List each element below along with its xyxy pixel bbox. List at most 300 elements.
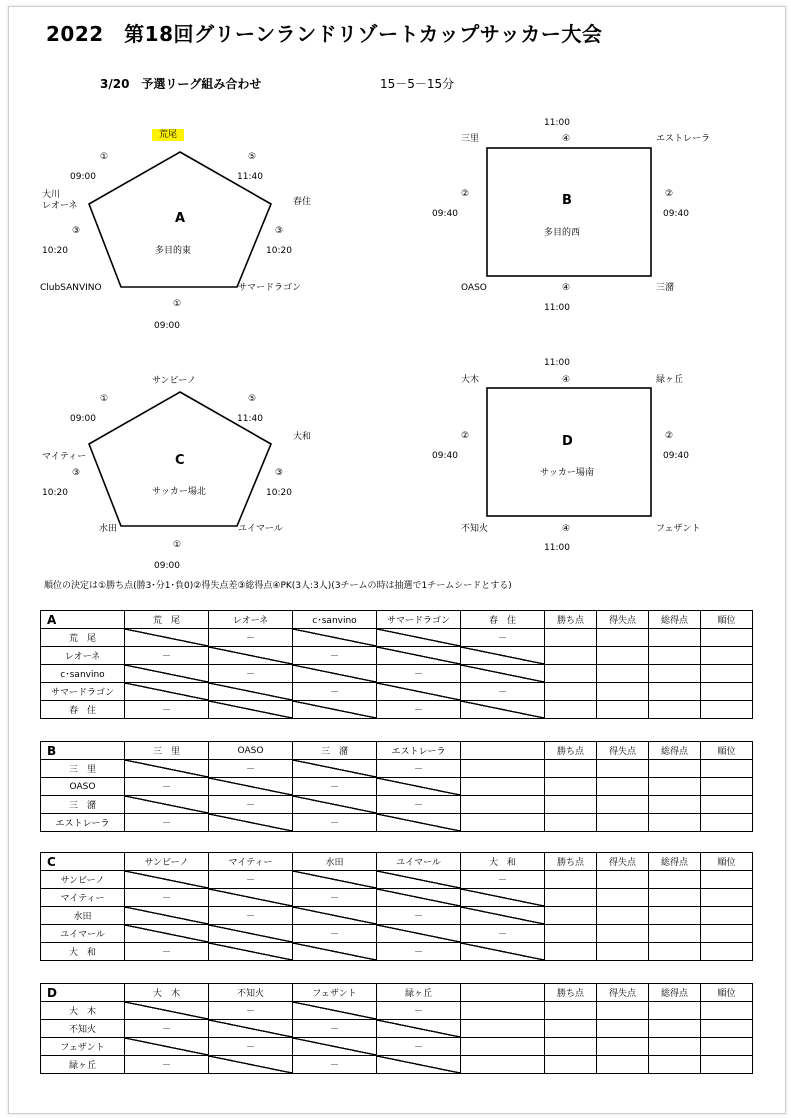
result-cell: － [125, 647, 209, 665]
result-cell: － [125, 1020, 209, 1038]
stat-cell [597, 871, 649, 889]
result-cell: － [209, 629, 293, 647]
column-header-stat: 得失点 [597, 984, 649, 1002]
slashed-cell [293, 871, 377, 889]
table-row [41, 778, 753, 796]
stat-cell [545, 760, 597, 778]
empty-cell [461, 1038, 545, 1056]
stat-cell [649, 1038, 701, 1056]
slashed-cell [125, 760, 209, 778]
empty-cell [461, 1002, 545, 1020]
group-a-letter: A [175, 211, 186, 226]
stat-cell [649, 814, 701, 832]
column-header-team: サマードラゴン [377, 611, 461, 629]
table-row [41, 760, 753, 778]
empty-cell [461, 984, 545, 1002]
result-cell: － [293, 925, 377, 943]
column-header-team: サンビーノ [125, 853, 209, 871]
stat-cell [649, 683, 701, 701]
slashed-cell [293, 629, 377, 647]
group-c-letter: C [175, 453, 185, 468]
group-d-team-top-left: 大木 [461, 375, 480, 385]
stat-cell [649, 1002, 701, 1020]
group-a-match-num: ③ [72, 226, 81, 236]
column-header-stat: 総得点 [649, 853, 701, 871]
stat-cell [597, 647, 649, 665]
stat-cell [545, 907, 597, 925]
table-row [41, 889, 753, 907]
slashed-cell [377, 1020, 461, 1038]
stat-cell [649, 889, 701, 907]
table-row [41, 629, 753, 647]
group-c-team-bottom-left: 水田 [99, 524, 118, 534]
stat-cell [597, 1002, 649, 1020]
group-c-match-num: ③ [275, 468, 284, 478]
slashed-cell [293, 1038, 377, 1056]
group-b-match-time: 09:40 [663, 209, 689, 219]
column-header-team: レオーネ [209, 611, 293, 629]
stat-cell [649, 907, 701, 925]
group-d-match-num: ④ [562, 524, 571, 534]
stat-cell [701, 1020, 753, 1038]
stat-cell [597, 943, 649, 961]
slashed-cell [293, 907, 377, 925]
stat-cell [701, 1056, 753, 1074]
stat-cell [545, 871, 597, 889]
group-a-match-time: 09:00 [154, 321, 180, 331]
result-cell: － [209, 871, 293, 889]
table-header-row [41, 611, 753, 629]
column-header-stat: 勝ち点 [545, 853, 597, 871]
stat-cell [597, 629, 649, 647]
group-d-match-num: ④ [562, 375, 571, 385]
group-c-match-num: ③ [72, 468, 81, 478]
empty-cell [461, 1056, 545, 1074]
column-header-team: エストレーラ [377, 742, 461, 760]
stat-cell [545, 683, 597, 701]
group-d-venue: サッカー場南 [540, 468, 594, 478]
slashed-cell [209, 701, 293, 719]
group-b-match-time: 11:00 [544, 303, 570, 313]
slashed-cell [461, 943, 545, 961]
result-cell: － [293, 889, 377, 907]
column-header-team: c･sanvino [293, 611, 377, 629]
stat-cell [545, 814, 597, 832]
table-row [41, 701, 753, 719]
slashed-cell [209, 683, 293, 701]
stat-cell [597, 1038, 649, 1056]
group-b-match-num: ② [665, 189, 674, 199]
group-c-match-num: ① [173, 540, 182, 550]
row-team-name: マイティー [41, 889, 125, 907]
slashed-cell [209, 1056, 293, 1074]
group-c-venue: サッカー場北 [152, 487, 206, 497]
group-b-match-time: 09:40 [432, 209, 458, 219]
column-header-stat: 勝ち点 [545, 742, 597, 760]
empty-cell [461, 1020, 545, 1038]
stat-cell [701, 943, 753, 961]
stat-cell [649, 760, 701, 778]
group-d-square [487, 388, 651, 516]
group-b-letter: B [562, 193, 572, 208]
group-b-square [487, 148, 651, 276]
slashed-cell [125, 1002, 209, 1020]
stat-cell [649, 871, 701, 889]
row-team-name: 水田 [41, 907, 125, 925]
slashed-cell [125, 871, 209, 889]
stat-cell [597, 889, 649, 907]
standings-table-d [40, 983, 753, 1074]
column-header-stat: 順位 [701, 984, 753, 1002]
column-header-team: 大 木 [125, 984, 209, 1002]
group-b-team-top-right: エストレーラ [656, 134, 711, 144]
empty-cell [461, 796, 545, 814]
group-c-team-top: サンビーノ [152, 376, 197, 386]
group-d-match-time: 09:40 [432, 451, 458, 461]
result-cell: － [125, 1056, 209, 1074]
empty-cell [461, 742, 545, 760]
stat-cell [701, 925, 753, 943]
table-row [41, 1038, 753, 1056]
stat-cell [649, 647, 701, 665]
group-a-match-num: ⑤ [248, 152, 257, 162]
table-row [41, 871, 753, 889]
group-c-match-time: 09:00 [70, 414, 96, 424]
group-a-team-right: 春住 [293, 197, 312, 207]
slashed-cell [209, 814, 293, 832]
slashed-cell [377, 647, 461, 665]
column-header-team: フェザント [293, 984, 377, 1002]
column-header-stat: 順位 [701, 742, 753, 760]
result-cell: － [293, 778, 377, 796]
slashed-cell [125, 665, 209, 683]
column-header-stat: 得失点 [597, 742, 649, 760]
result-cell: － [209, 907, 293, 925]
row-team-name: 春 住 [41, 701, 125, 719]
slashed-cell [125, 925, 209, 943]
slashed-cell [377, 778, 461, 796]
slashed-cell [461, 701, 545, 719]
slashed-cell [209, 925, 293, 943]
stat-cell [649, 796, 701, 814]
ranking-rules: 順位の決定は①勝ち点(勝3･分1･負0)②得失点差③総得点④PK(3人:3人)(3チームの時は抽選で1チームシードとする) [44, 581, 512, 591]
column-header-stat: 順位 [701, 853, 753, 871]
column-header-team: 春 住 [461, 611, 545, 629]
slashed-cell [293, 1002, 377, 1020]
group-a-match-num: ③ [275, 226, 284, 236]
column-header-team: ユイマール [377, 853, 461, 871]
group-d-team-top-right: 緑ヶ丘 [656, 375, 684, 385]
result-cell: － [461, 629, 545, 647]
stat-cell [701, 760, 753, 778]
table-row [41, 796, 753, 814]
stat-cell [649, 629, 701, 647]
group-a-match-time: 09:00 [70, 172, 96, 182]
result-cell: － [209, 1038, 293, 1056]
stat-cell [545, 647, 597, 665]
result-cell: － [293, 683, 377, 701]
group-b-venue: 多目的西 [544, 228, 581, 238]
result-cell: － [293, 1020, 377, 1038]
page-title: 2022 第18回グリーンランドリゾートカップサッカー大会 [46, 22, 603, 46]
column-header-team: 水田 [293, 853, 377, 871]
slashed-cell [125, 629, 209, 647]
group-a-match-time: 10:20 [266, 246, 292, 256]
stat-cell [597, 925, 649, 943]
stat-cell [597, 1056, 649, 1074]
stat-cell [545, 943, 597, 961]
result-cell: － [125, 943, 209, 961]
stat-cell [701, 701, 753, 719]
stat-cell [597, 760, 649, 778]
result-cell: － [125, 814, 209, 832]
slashed-cell [293, 760, 377, 778]
group-label: A [41, 611, 125, 629]
result-cell: － [461, 683, 545, 701]
standings-table-a [40, 610, 753, 719]
slashed-cell [461, 907, 545, 925]
slashed-cell [209, 889, 293, 907]
table-row [41, 683, 753, 701]
schedule-heading: 3/20 予選リーグ組み合わせ [100, 77, 262, 91]
slashed-cell [125, 796, 209, 814]
table-row [41, 1056, 753, 1074]
group-b-team-bottom-left: OASO [461, 283, 487, 293]
row-team-name: サマードラゴン [41, 683, 125, 701]
result-cell: － [209, 760, 293, 778]
column-header-stat: 総得点 [649, 984, 701, 1002]
result-cell: － [377, 1038, 461, 1056]
row-team-name: サンビーノ [41, 871, 125, 889]
result-cell: － [293, 814, 377, 832]
empty-cell [461, 778, 545, 796]
group-a-team-bottom-left: ClubSANVINO [40, 283, 102, 293]
stat-cell [649, 665, 701, 683]
stat-cell [649, 778, 701, 796]
standings-table-c [40, 852, 753, 961]
stat-cell [597, 701, 649, 719]
group-d-match-num: ② [461, 431, 470, 441]
slashed-cell [209, 647, 293, 665]
slashed-cell [377, 925, 461, 943]
row-team-name: レオーネ [41, 647, 125, 665]
stat-cell [701, 1002, 753, 1020]
group-b-team-bottom-right: 三潴 [656, 283, 675, 293]
slashed-cell [377, 683, 461, 701]
column-header-team: 三 潴 [293, 742, 377, 760]
result-cell: － [377, 907, 461, 925]
row-team-name: 大 木 [41, 1002, 125, 1020]
row-team-name: 三 潴 [41, 796, 125, 814]
group-c-match-num: ① [100, 394, 109, 404]
table-row [41, 1020, 753, 1038]
column-header-team: 三 里 [125, 742, 209, 760]
group-b-team-top-left: 三里 [461, 134, 480, 144]
result-cell: － [209, 665, 293, 683]
row-team-name: c･sanvino [41, 665, 125, 683]
group-label: B [41, 742, 125, 760]
group-c-team-left: マイティー [42, 452, 87, 462]
table-row [41, 814, 753, 832]
stat-cell [701, 871, 753, 889]
group-d-letter: D [562, 434, 573, 449]
group-c-match-time: 09:00 [154, 561, 180, 571]
stat-cell [649, 1020, 701, 1038]
stat-cell [545, 1038, 597, 1056]
row-team-name: 荒 尾 [41, 629, 125, 647]
stat-cell [701, 889, 753, 907]
table-row [41, 943, 753, 961]
slashed-cell [293, 665, 377, 683]
table-header-row [41, 984, 753, 1002]
result-cell: － [293, 1056, 377, 1074]
result-cell: － [377, 1002, 461, 1020]
stat-cell [701, 1038, 753, 1056]
stat-cell [701, 907, 753, 925]
slashed-cell [209, 1020, 293, 1038]
slashed-cell [125, 907, 209, 925]
stat-cell [597, 683, 649, 701]
stat-cell [545, 1056, 597, 1074]
column-header-stat: 勝ち点 [545, 984, 597, 1002]
table-row [41, 925, 753, 943]
row-team-name: 緑ヶ丘 [41, 1056, 125, 1074]
result-cell: － [293, 647, 377, 665]
column-header-stat: 順位 [701, 611, 753, 629]
result-cell: － [461, 871, 545, 889]
column-header-team: 荒 尾 [125, 611, 209, 629]
result-cell: － [377, 701, 461, 719]
column-header-stat: 勝ち点 [545, 611, 597, 629]
table-header-row [41, 742, 753, 760]
result-cell: － [125, 701, 209, 719]
group-c-match-time: 10:20 [266, 488, 292, 498]
group-label: C [41, 853, 125, 871]
stat-cell [649, 701, 701, 719]
row-team-name: フェザント [41, 1038, 125, 1056]
group-d-match-time: 11:00 [544, 543, 570, 553]
empty-cell [461, 760, 545, 778]
group-d-match-time: 11:00 [544, 358, 570, 368]
group-b-match-num: ② [461, 189, 470, 199]
stat-cell [701, 778, 753, 796]
result-cell: － [377, 665, 461, 683]
column-header-team: マイティー [209, 853, 293, 871]
standings-table-b [40, 741, 753, 832]
group-d-match-num: ② [665, 431, 674, 441]
column-header-team: OASO [209, 742, 293, 760]
column-header-stat: 総得点 [649, 742, 701, 760]
table-row [41, 647, 753, 665]
group-b-match-num: ④ [562, 134, 571, 144]
group-d-match-time: 09:40 [663, 451, 689, 461]
slashed-cell [377, 1056, 461, 1074]
group-a-venue: 多目的東 [155, 246, 192, 256]
stat-cell [545, 889, 597, 907]
stat-cell [649, 925, 701, 943]
group-b-match-time: 11:00 [544, 118, 570, 128]
stat-cell [545, 1020, 597, 1038]
group-b-match-num: ④ [562, 283, 571, 293]
stat-cell [545, 925, 597, 943]
table-row [41, 665, 753, 683]
stat-cell [701, 647, 753, 665]
slashed-cell [293, 796, 377, 814]
group-a-match-time: 11:40 [237, 172, 263, 182]
group-a-match-num: ① [100, 152, 109, 162]
row-team-name: エストレーラ [41, 814, 125, 832]
group-d-team-bottom-left: 不知火 [461, 524, 489, 534]
slashed-cell [377, 629, 461, 647]
slashed-cell [125, 683, 209, 701]
stat-cell [597, 814, 649, 832]
stat-cell [701, 629, 753, 647]
row-team-name: 三 里 [41, 760, 125, 778]
stat-cell [597, 1020, 649, 1038]
stat-cell [597, 778, 649, 796]
stat-cell [649, 943, 701, 961]
stat-cell [701, 796, 753, 814]
column-header-team: 大 和 [461, 853, 545, 871]
slashed-cell [293, 701, 377, 719]
group-a-team-bottom-right: サマードラゴン [238, 283, 302, 293]
column-header-stat: 総得点 [649, 611, 701, 629]
stat-cell [597, 907, 649, 925]
slashed-cell [377, 871, 461, 889]
stat-cell [597, 665, 649, 683]
group-label: D [41, 984, 125, 1002]
group-c-match-time: 10:20 [42, 488, 68, 498]
slashed-cell [377, 889, 461, 907]
column-header-team: 不知火 [209, 984, 293, 1002]
empty-cell [461, 814, 545, 832]
result-cell: － [125, 778, 209, 796]
table-row [41, 1002, 753, 1020]
result-cell: － [377, 943, 461, 961]
group-a-team-left: 大川 レオーネ [42, 190, 78, 211]
slashed-cell [209, 778, 293, 796]
slashed-cell [461, 889, 545, 907]
slashed-cell [293, 943, 377, 961]
stat-cell [545, 629, 597, 647]
group-a-match-num: ① [173, 299, 182, 309]
slashed-cell [125, 1038, 209, 1056]
stat-cell [649, 1056, 701, 1074]
row-team-name: OASO [41, 778, 125, 796]
table-header-row [41, 853, 753, 871]
stat-cell [701, 814, 753, 832]
stat-cell [545, 1002, 597, 1020]
column-header-team: 緑ヶ丘 [377, 984, 461, 1002]
stat-cell [597, 796, 649, 814]
slashed-cell [461, 647, 545, 665]
slashed-cell [377, 814, 461, 832]
result-cell: － [377, 796, 461, 814]
table-row [41, 907, 753, 925]
column-header-stat: 得失点 [597, 853, 649, 871]
result-cell: － [461, 925, 545, 943]
match-format: 15－5－15分 [380, 77, 455, 91]
stat-cell [545, 796, 597, 814]
row-team-name: 不知火 [41, 1020, 125, 1038]
group-c-match-time: 11:40 [237, 414, 263, 424]
stat-cell [545, 778, 597, 796]
stat-cell [701, 683, 753, 701]
column-header-stat: 得失点 [597, 611, 649, 629]
group-c-match-num: ⑤ [248, 394, 257, 404]
stat-cell [701, 665, 753, 683]
stat-cell [545, 665, 597, 683]
